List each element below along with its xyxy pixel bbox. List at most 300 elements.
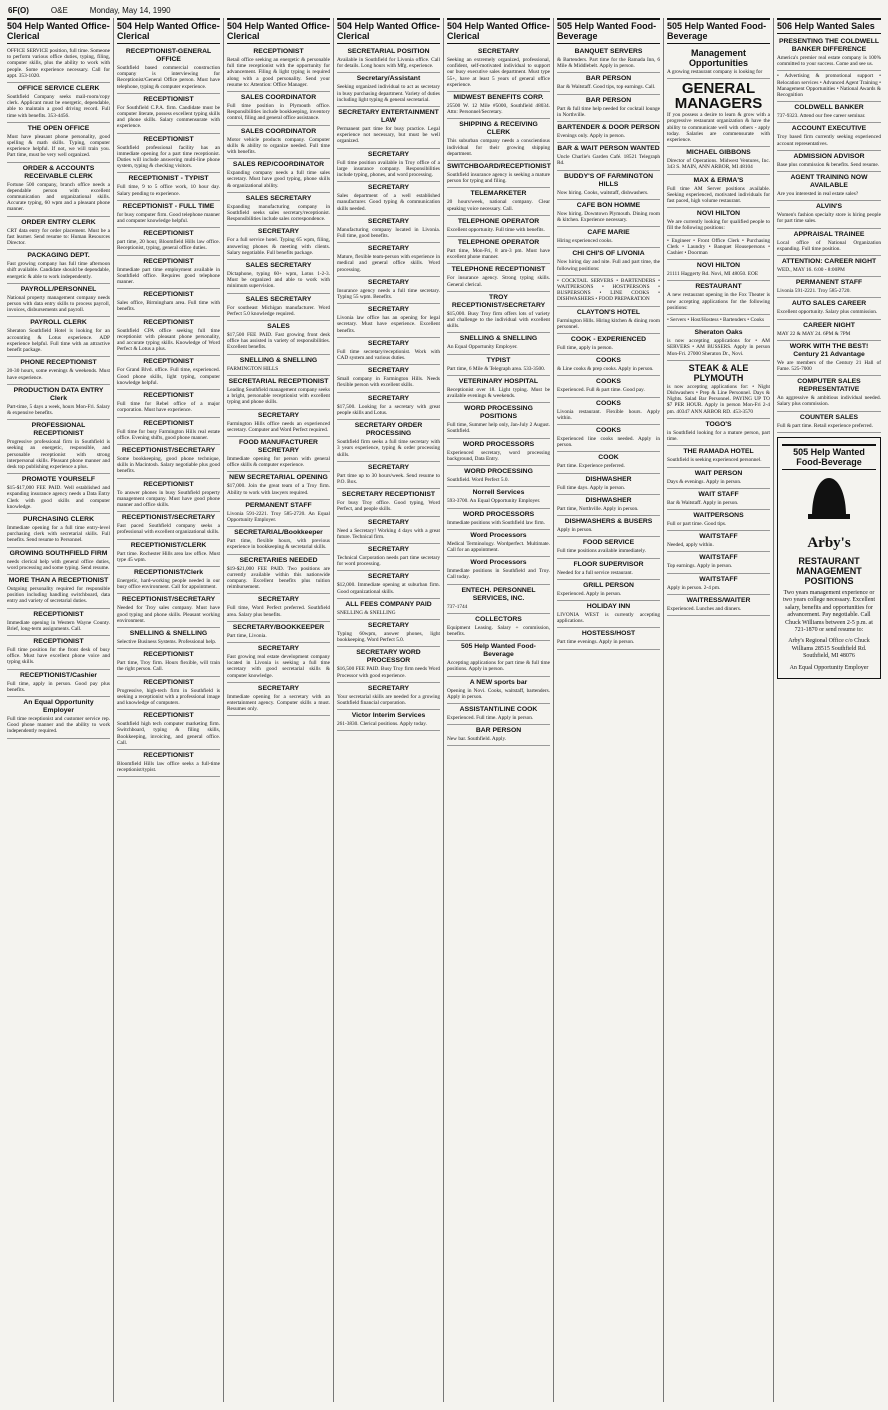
classified-ad (447, 641, 550, 676)
ad-title: SECRETARY (367, 339, 410, 347)
ad-title: ATTENTION: CAREER NIGHT (781, 258, 877, 266)
classified-ad (777, 123, 881, 150)
section-header: 504 Help Wanted Office-Clerical (117, 18, 220, 44)
ad-title: SECRETARY (367, 545, 410, 553)
ad-title: PAYROLL/PERSONNEL (20, 285, 97, 293)
classified-ad (447, 119, 550, 161)
ad-body: Evenings only. Apply in person. (557, 133, 625, 140)
ad-title: TELEMARKETER (470, 190, 527, 198)
ad-body: Sheraton Southfield Hotel is looking for an accounting & Lotus experience. ADP experience helpful. Full time with an attractive benefit package. (7, 328, 110, 354)
classified-ad (447, 557, 550, 584)
ad-body: Part time, Northville. Apply in person. (557, 505, 639, 512)
ad-title: RECEPTIONIST/SECRETARY (121, 446, 216, 454)
ad-title: Norrell Services (472, 489, 525, 497)
ad-title: SECRETARY RECEPTIONIST (341, 491, 436, 499)
ad-body: Immediate part time employment available in Southfield office. Requires good telephone manner. (117, 266, 220, 286)
classified-ad (337, 647, 440, 682)
classified-ad (117, 445, 220, 479)
ad-title: PAYROLL CLERK (30, 319, 87, 327)
ad-title: RECEPTIONIST (33, 610, 84, 618)
classified-ad (7, 575, 110, 609)
classified-ad (337, 420, 440, 462)
classified-ad (117, 567, 220, 594)
ad-body: Southfield CPA office seeking full time receptionist with pleasant phone personality, and accurate typing skills. Knowledge of Word Perfect & Lotus a plus. (117, 327, 220, 353)
ad-title: Victor Interim Services (351, 712, 426, 720)
ad-title: ENTECH. PERSONNEL SERVICES, INC. (461, 586, 536, 602)
classified-ad (777, 277, 881, 298)
section-header: 505 Help Wanted Food-Beverage (782, 444, 876, 470)
classified-ad (447, 509, 550, 530)
ad-body: Livonia restaurant. Flexible hours. Apply within. (557, 408, 660, 421)
classified-ad (667, 260, 770, 281)
classified-ad (117, 677, 220, 711)
ad-body: $16,500 FEE PAID. Busy Troy firm needs Word Processor with good experience. (337, 666, 440, 679)
ad-body: for busy computer firm. Good telephone manner and computer knowledge helpful. (117, 211, 220, 225)
classified-ad (557, 307, 660, 334)
classified-ad (557, 171, 660, 200)
section-header: 504 Help Wanted Office-Clerical (337, 18, 440, 44)
ad-body: MAY 22 & MAY 24. 6PM & 7PM (777, 330, 851, 337)
ad-title: ALL FEES COMPANY PAID (345, 600, 432, 608)
ad-body: 21111 Haggerty Rd. Novi, MI 48050. EOE (667, 271, 759, 278)
ad-body: Full time, apply in person. Good pay plus benefits. (7, 680, 110, 693)
classified-ad (667, 281, 770, 315)
classified-ad (447, 216, 550, 237)
ad-body: Excellent opportunity. Full time with benefits. (447, 226, 545, 233)
ad-title: RECEPTIONIST - TYPIST (128, 175, 209, 183)
ad-title: FOOD SERVICE (582, 539, 635, 547)
classified-ad (667, 468, 770, 489)
ad-body: Part-time, 5 days a week, hours Mon-Fri. Salary & expensive benefits. (7, 403, 110, 416)
classified-ad (777, 172, 881, 201)
arbys-hat-logo-icon (806, 472, 852, 522)
classified-column (444, 18, 554, 1402)
classified-ad (117, 134, 220, 174)
classified-ad (557, 122, 660, 143)
ad-body: Experienced. Full & part time. Good pay. (557, 387, 645, 394)
ad-title: TELEPHONE RECEPTIONIST (451, 266, 546, 274)
classified-ad (117, 594, 220, 628)
classified-ad (7, 385, 110, 420)
ad-body: Southfield professional facility has an immediate opening for a part time receptionist. Duties will include answering multi-line phone system, typing & checking visitors. (117, 144, 220, 170)
ad-title: GRILL PERSON (583, 581, 634, 589)
ad-body: in Southfield looking for a mature person, part time. (667, 429, 770, 443)
ad-body: An aggressive & ambitious individual needed. Salary plus commission. (777, 395, 881, 408)
ad-body: Some bookkeeping, good phone technique, skills in Macintosh. Salary negotiable plus good benefits. (117, 455, 220, 475)
classified-ad (777, 151, 881, 172)
ad-title: SECRETARY (367, 306, 410, 314)
ad-body: Insurance agency needs a full time secretary. Typing 55 wpm. Benefits. (337, 287, 440, 301)
ad-title: PHONE RECEPTIONIST (20, 359, 97, 367)
ad-body: For a full service hotel. Typing 65 wpm, filing, answering phones & meeting with clients. Salary negotiable. Full benefits package. (227, 237, 330, 256)
classified-ad (227, 226, 330, 260)
ad-body: LIVONIA WEST is currently accepting applications. (557, 611, 660, 625)
classified-ad (777, 298, 881, 319)
ad-title: RECEPTIONIST (143, 95, 194, 103)
ad-body: Immediate positions in Southfield and Troy. Call today. (447, 568, 550, 581)
ad-title: COOKS (596, 399, 621, 407)
classified-column (774, 18, 884, 1402)
classified-ad (557, 248, 660, 275)
ad-body: Full time, apply in person. (557, 345, 613, 352)
ad-title: SECRETARY (367, 278, 410, 286)
ad-title: BUDDY'S OF FARMINGTON HILLS (563, 172, 654, 188)
ad-body: Uncle Charlie's Garden Café. 18521 Telegraph Rd. (557, 154, 660, 167)
ad-title: SALES COORDINATOR (240, 127, 317, 135)
ad-body: Needed for a full service restaurant. (557, 569, 633, 576)
ad-title: COMPUTER SALES REPRESENTATIVE (797, 378, 861, 394)
ad-body: Immediate opening for a secretary with an entertainment agency. Computer skills a must. Resumes only. (227, 693, 330, 713)
classified-ad (7, 123, 110, 163)
ad-title: RESTAURANT MANAGEMENT POSITIONS (796, 555, 862, 586)
classified-ad (337, 620, 440, 647)
classified-ad (447, 487, 550, 508)
ad-title: NEW SECRETARIAL OPENING (229, 474, 328, 482)
ad-body: Full or part time. Good tips. (667, 520, 727, 527)
classified-ad (7, 609, 110, 636)
ad-title: GROWING SOUTHFIELD FIRM (9, 549, 108, 557)
ad-body: Now hiring. Cooks, waitstaff, dishwashers. (557, 189, 649, 196)
ad-body: FARMINGTON HILLS (227, 365, 279, 372)
classified-ad (337, 365, 440, 392)
ad-body: Selective Business Systems. Professional help. (117, 638, 217, 645)
ad-title: RECEPTIONIST (143, 230, 194, 238)
classified-ad (117, 479, 220, 513)
ad-body: is now accepting applications for: • Night Dishwashers • Prep & Line Personnel. Days & Nights. Salad Bar Personnel. PAYING UP TO $7 PER HOUR. Apply in person Mon-Fri 2-4 pm. 40347 ANN ARBOR RD. 453-3570 (667, 383, 770, 415)
classified-ad (7, 284, 110, 318)
section-header: 506 Help Wanted Sales (777, 18, 881, 34)
ad-body: Local office of National Organization expanding. Full time position. (777, 239, 881, 252)
ad-title: SECRETARY (257, 596, 300, 604)
ad-title: WAITSTAFF (699, 575, 738, 583)
ad-body: Equipment Leasing. Salary + commission, benefits. (447, 624, 550, 637)
classified-ad (117, 512, 220, 539)
ad-title: ASSISTANT/LINE COOK (459, 705, 538, 713)
ad-body: Typing 60wpm, answer phones, light bookkeeping. Word Perfect 5.0. (337, 630, 440, 644)
ad-body: SNELLING & SNELLING (337, 609, 396, 616)
ad-title: SECRETARY (367, 518, 410, 526)
classified-ad (337, 277, 440, 304)
ad-title: SECRETARY (257, 228, 300, 236)
ad-title: WAITSTAFF (699, 533, 738, 541)
section-header: 504 Help Wanted Office-Clerical (7, 18, 110, 44)
classified-ad (557, 227, 660, 248)
ad-title: SECRETARY (257, 684, 300, 692)
ad-body: & Bartenders. Part time for the Ramada Inn, 6 Mile & Middlebelt. Apply in person. (557, 57, 660, 70)
ad-body: Part time evenings. Apply in person. (557, 639, 635, 646)
ad-title: WORD PROCESSING (464, 468, 533, 476)
classified-ad (227, 46, 330, 92)
classified-ad (557, 628, 660, 649)
ad-title: SNELLING & SNELLING (239, 356, 318, 364)
ad-title: PROFESSIONAL RECEPTIONIST (31, 422, 86, 438)
ad-body: For southeast Michigan manufacturer. Word Perfect 5.0 knowledge required. (227, 304, 330, 317)
ad-title: THE RAMADA HOTEL (683, 448, 754, 456)
ad-title: Management Opportunities (689, 48, 748, 68)
classified-ad (337, 46, 440, 73)
ad-title: DISHWASHER (585, 496, 632, 504)
classified-ad (337, 489, 440, 516)
ad-body: WED., MAY 16. 6:00 - 8:00PM (777, 267, 845, 274)
ad-body: Immediate positions with Southfield law firm. (447, 519, 545, 526)
ad-body: Sales office, Birmingham area. Full time with benefits. (117, 300, 220, 313)
ad-body: is now accepting applications for • AM SERVERS • AM BUSSERS. Apply in person Mon-Fri. 27000 Sheraton Dr., Novi. (667, 338, 770, 357)
classified-ad (557, 355, 660, 376)
ad-body: $17,500 FEE PAID. Fast growing front desk office has assisted in variety of responsibilities. Excellent benefits. (227, 332, 330, 351)
classified-ad (227, 321, 330, 355)
section-header: 505 Help Wanted Food-Beverage (557, 18, 660, 44)
ad-title: SECRETARY (367, 394, 410, 402)
classified-ad (227, 193, 330, 227)
ad-title: SNELLING & SNELLING (129, 629, 208, 637)
ad-body: Farmington Hills office needs an experienced secretary. Computer and Word Perfect required. (227, 420, 330, 433)
ad-title: RECEPTIONIST (143, 712, 194, 720)
ad-body: Part time, Troy firm. Hours flexible, will train the right person. Call. (117, 660, 220, 673)
ad-body: Available in Southfield for Livonia office. Call for details. Long hours with Mfg. experience. (337, 57, 440, 70)
ad-body: • Engineer • Front Office Clerk • Purchasing Clerk • Laundry • Banquet Housepersons • Cashier • Doorman (667, 237, 770, 257)
ad-title: An Equal Opportunity Employer (23, 698, 94, 714)
classified-column (4, 18, 114, 1402)
ad-body: Retail office seeking an energetic & personable full time receptionist with the opportunity for advancement. Filing & light typing is required along with a good personality. Send your resume to: Attention: Office Manager. (227, 57, 330, 88)
ad-title: SWITCHBOARD/RECEPTIONIST (447, 163, 551, 171)
classified-ad (777, 376, 881, 411)
classified-ad (667, 531, 770, 552)
ad-title: SNELLING & SNELLING (459, 335, 538, 343)
ad-title: OFFICE SERVICE CLERK (17, 85, 100, 93)
ad-body: Experienced. Lunches and dinners. (667, 605, 742, 612)
ad-body: Southfield. Word Perfect 5.0. (447, 477, 509, 484)
classified-ad (117, 356, 220, 390)
ad-title: WAITSTAFF (699, 554, 738, 562)
ad-body: 593-3700. An Equal Opportunity Employer. (447, 498, 541, 505)
classified-ad (557, 516, 660, 537)
ad-title: TROY RECEPTIONIST/SECRETARY (451, 293, 546, 309)
ad-body: Southfield insurance agency is seeking a mature person for typing and filing. (447, 172, 550, 185)
ad-title: PRESENTING THE COLDWELL BANKER DIFFERENCE (778, 38, 880, 53)
ad-body: Southfield firm seeks a full time secretary with 3 years experience, typing & order processing skills. (337, 439, 440, 458)
classified-ad (337, 182, 440, 216)
classified-ad (667, 552, 770, 573)
ad-body: Progressive, high-tech firm in Southfield is seeking a receptionist with a professional image and knowledge of computers. (117, 687, 220, 706)
classified-ad (117, 710, 220, 750)
ad-title: RECEPTIONIST (143, 678, 194, 686)
classified-ad (557, 46, 660, 73)
ad-title: PACKAGING DEPT. (27, 252, 90, 260)
classified-ad (117, 750, 220, 777)
ad-title: ORDER & ACCOUNTS RECEIVABLE CLERK (22, 164, 95, 180)
ad-title: RESTAURANT (695, 283, 742, 291)
classified-ad (447, 292, 550, 334)
ad-title: SALES SECRETARY (245, 295, 312, 303)
ad-title: COLDWELL BANKER (794, 104, 864, 112)
ad-body: A new restaurant opening in the Fox Theater is now accepting applications for the following positions: (667, 292, 770, 311)
ad-body: 20 hours/week, national company. Clear speaking voice necessary. Call. (447, 199, 550, 212)
ad-body: Seeking an extremely organized, professional, confident, self-motivated individual to support our busy executive sales department. Must type 55+, have at least 5 years of general office experience. (447, 57, 550, 88)
ad-title: THE OPEN OFFICE (27, 124, 90, 132)
classified-ad (337, 599, 440, 620)
ad-title: SECRETARIES NEEDED (239, 556, 318, 564)
ad-title: COOK - EXPERIENCED (570, 336, 647, 344)
ad-title: COOK (598, 454, 619, 462)
issue-date: Monday, May 14, 1990 (89, 6, 171, 15)
ad-title: RECEPTIONIST (143, 419, 194, 427)
classified-ad (227, 622, 330, 643)
ad-title: SECRETARY ORDER PROCESSING (354, 422, 423, 438)
ad-title: DISHWASHERS & BUSERS (564, 518, 653, 526)
classified-ad (7, 163, 110, 217)
classified-ad (7, 548, 110, 575)
ad-title: MICHAEL GIBBONS (686, 149, 751, 157)
classified-ad (227, 92, 330, 126)
classified-ad (777, 36, 881, 71)
classified-ad (447, 46, 550, 92)
ad-address: Arby's Regional Office c/o Chuck Williams 28515 Southfield Rd. Southfield, MI 48076 (788, 638, 870, 660)
ad-title: WORD PROCESSING POSITIONS (464, 405, 533, 421)
classified-ad (7, 697, 110, 739)
ad-body: Southfield high tech computer marketing firm. Switchboard, typing & filing skills, Bookkeeping, invoicing, and general office. Call. (117, 721, 220, 746)
classified-ad (667, 175, 770, 209)
ad-body: Immediate opening for a full time entry-level purchasing clerk with secretarial skills. Full benefits. Send resume to Personnel. (7, 524, 110, 544)
classified-ad (557, 143, 660, 170)
ad-body: $17,500. Looking for a secretary with great people skills and Lotus. (337, 403, 440, 416)
classified-ad (447, 466, 550, 487)
classified-ad (7, 83, 110, 123)
arbys-logo: Arby's (807, 534, 851, 551)
ad-title: TYPIST (486, 356, 511, 364)
ad-body: Full time AM Server positions available. Seeking experienced, motivated individuals for fast paced, high volume restaurant. (667, 185, 770, 205)
ad-body: We are currently looking for qualified people to fill the following positions: (667, 219, 770, 232)
ad-title: STEAK & ALE PLYMOUTH (688, 362, 749, 383)
ad-title: CAFE BON HOMME (576, 201, 641, 209)
ad-title: SECRETARY (257, 644, 300, 652)
ad-body: needs clerical help with general office duties, word processing and some typing. Send resume. (7, 558, 110, 571)
ad-title: PERMANENT STAFF (795, 279, 863, 287)
ad-body: Needed, apply within. (667, 542, 714, 549)
classified-ad (227, 472, 330, 499)
ad-body: Women's fashion specialty store is hiring people for part time sales. (777, 212, 881, 225)
ad-title: Sheraton Oaks (694, 329, 743, 337)
ad-body: Livonia 591-2221. Troy 585-2720. (777, 288, 851, 295)
ad-title: SECRETARY (367, 573, 410, 581)
ad-body: Expanding manufacturing company in Southfield seeks sales secretary/receptionist. Responsibilities include sales correspondence. (227, 203, 330, 223)
ad-title: AGENT TRAINING NOW AVAILABLE (790, 174, 868, 190)
ad-title: WORD PROCESSORS (462, 440, 535, 448)
classified-ad (557, 398, 660, 425)
ad-body: Bar & Waitstaff. Apply in person. (667, 499, 739, 506)
classified-ad (667, 361, 770, 419)
ad-title: Word Processors (470, 531, 527, 539)
classified-ad (337, 462, 440, 489)
classified-ad (557, 559, 660, 580)
ad-body: Mature, flexible team-person with experience in medical and general office skills. Word processing. (337, 254, 440, 273)
classified-ad (557, 474, 660, 495)
classified-ad (667, 236, 770, 261)
ad-body: part time, 20 hour, Bloomfield Hills law office. Receptionist, typing, general office duties. (117, 239, 220, 252)
classified-ad (667, 510, 770, 531)
ad-body: Full time, Summer help only, Jan-July 2 August. Southfield. (447, 422, 550, 435)
classified-ad (777, 256, 881, 277)
ad-title: MORE THAN A RECEPTIONIST (8, 576, 109, 584)
ad-body: CRT data entry for order placement. Must be a fast learner. Send resume to: Human Resources Director. (7, 227, 110, 247)
ad-body: Receptionist over 18. Light typing. Must be available evenings & weekends. (447, 386, 550, 400)
classified-ad (227, 527, 330, 554)
classified-ad (557, 200, 660, 227)
classified-ad (227, 500, 330, 527)
ad-body: $15,000. Busy Troy firm offers lots of variety and challenge to the individual with excellent skills. (447, 310, 550, 330)
ad-body: Full time, Word Perfect preferred. Southfield area. Salary plus benefits. (227, 605, 330, 618)
ad-title: WORD PROCESSORS (462, 510, 535, 518)
ad-title: MAX & ERMA'S (693, 176, 744, 184)
classified-ad (447, 725, 550, 746)
ad-title: WAIT PERSON (694, 469, 743, 477)
ad-body: Part time up to 30 hours/week. Send resume to P.O. Box. (337, 472, 440, 485)
classified-ad (447, 355, 550, 376)
classified-ad (777, 71, 881, 102)
classified-ad (667, 419, 770, 446)
classified-ad (117, 46, 220, 94)
ad-title: PROMOTE YOURSELF (21, 476, 96, 484)
ad-body: This suburban company needs a conscientious individual for their growing shipping department. (447, 138, 550, 157)
classified-ad (667, 446, 770, 467)
classified-ad (777, 201, 881, 228)
ad-title: NOVI HILTON (696, 210, 741, 218)
classified-ad (667, 489, 770, 510)
ad-body: Top earnings. Apply in person. (667, 563, 733, 570)
ad-title: WAIT STAFF (698, 490, 739, 498)
classified-column (114, 18, 224, 1402)
ad-body: Now hiring day and nite. Full and part time, the following positions: (557, 259, 660, 272)
ad-body: Progressive professional firm in Southfield is seeking an energetic, responsible, and personable receptionist with strong interpersonal skills. Pleasant phone manner and desk top publishing experience a plus. (7, 439, 110, 470)
ad-body: An Equal Opportunity Employer. (447, 344, 518, 351)
masthead (8, 6, 880, 18)
ad-body: Leading Southfield management company seeks a bright, personable receptionist with excellent typing and phone skills. (227, 386, 330, 406)
ad-title: CHI CHI'S OF LIVONIA (572, 250, 645, 258)
ad-body: Hiring experienced cooks. (557, 238, 613, 245)
ad-body: Two years management experience or two years college necessary. Excellent salary, benefits and opportunities for advancement. Pay negotiable. Call Chuck Williams between 2-5 p.m. at 721-1870 or send resume to: (782, 589, 876, 633)
ad-body: For Grand Blvd. office. Full time, experienced. Good phone skills, light typing, computer knowledge helpful. (117, 367, 220, 386)
ad-body: Fast growing company has full time afternoon shift available. Candidate should be dependable, energetic & able to work independently. (7, 261, 110, 280)
ad-body: $15-$17,000 FEE PAID. Well established and expanding insurance agency needs a Data Entry Clerk with good skills and computer knowledge. (7, 485, 110, 510)
ad-title: RECEPTIONIST (143, 257, 194, 265)
classified-ad (117, 228, 220, 255)
ad-body: Medical Terminology. Wordperfect. Multimate. Call for an appointment. (447, 540, 550, 553)
classified-ad (7, 46, 110, 83)
ad-title: BAR PERSON (475, 727, 522, 735)
classified-ad (117, 173, 220, 200)
ad-body: Dictaphone, typing 60+ wpm, Lotus 1-2-3. Must be organized and able to work with minimum supervision. (227, 271, 330, 290)
ad-title: Word Processors (470, 559, 527, 567)
ad-title: RECEPTIONIST/Cashier (19, 671, 98, 679)
ad-title: RECEPTIONIST (253, 48, 304, 55)
ad-title: ACCOUNT EXECUTIVE (791, 125, 867, 133)
ad-title: 505 Help Wanted Food-Beverage (461, 643, 536, 659)
classified-ad (117, 649, 220, 676)
classified-ad (227, 410, 330, 437)
ad-body: Full time days. Apply in person. (557, 484, 626, 491)
ad-title: SECRETARY ENTERTAINMENT LAW (338, 109, 439, 125)
ad-title: SECRETARY (367, 621, 410, 629)
ad-title: RECEPTIONIST (143, 135, 194, 143)
classified-ad (337, 710, 440, 731)
ad-title: WAITPERSONS (693, 511, 744, 519)
classified-ad (7, 317, 110, 357)
classified-ad (117, 390, 220, 417)
classified-ad (667, 147, 770, 174)
paper-name: O&E (50, 6, 68, 15)
classified-ad (117, 317, 220, 357)
classified-ad (777, 412, 881, 433)
section-header: 504 Help Wanted Office-Clerical (227, 18, 330, 44)
